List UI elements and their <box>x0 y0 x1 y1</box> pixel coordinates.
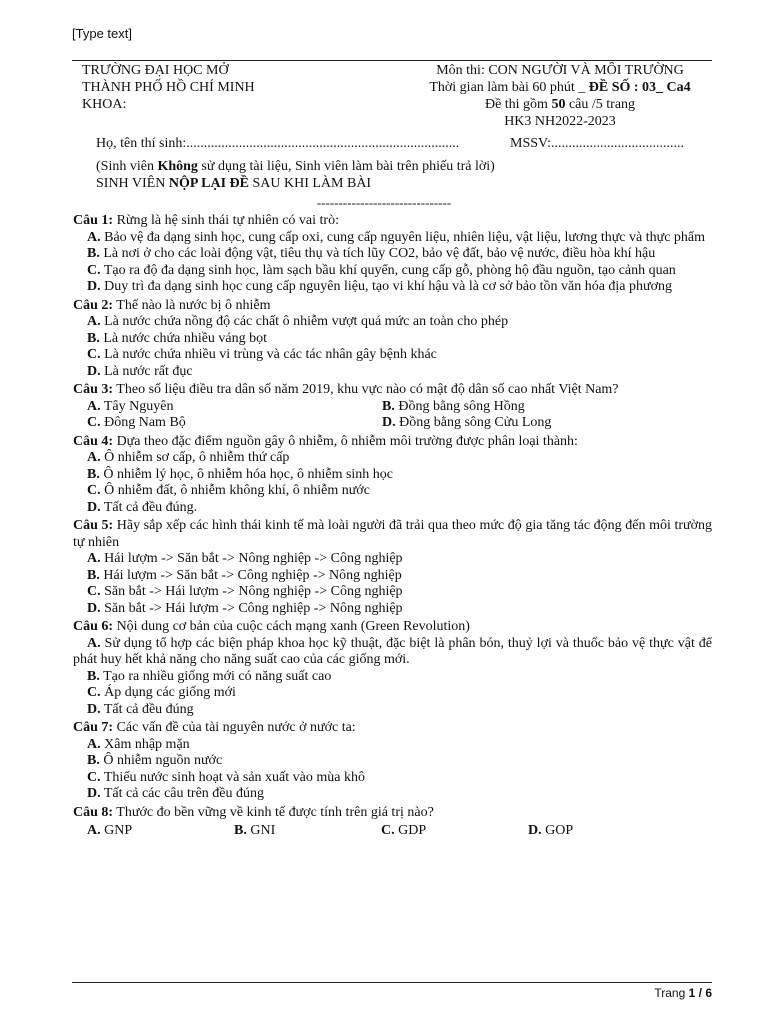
option-letter: C. <box>87 769 101 785</box>
option-text: Săn bắt -> Hái lượm -> Nông nghiệp -> Công nghiệp <box>100 584 403 599</box>
question-label: Câu 1: <box>73 213 114 228</box>
option-text: Duy trì đa dạng sinh học cung cấp nguyên liệu, tạo vi khí hậu và là cơ sở bảo tồn văn hóa địa phương <box>100 279 673 294</box>
option-d <box>73 702 712 719</box>
option-text: Hái lượm -> Săn bắt -> Nông nghiệp -> Công nghiệp <box>100 551 403 566</box>
option-grid <box>73 823 712 840</box>
option-text: Là nước chứa nhiều vi trùng và các tác nhân gây bệnh khác <box>100 347 437 362</box>
option-letter: B. <box>87 567 100 583</box>
option-letter: A. <box>87 551 101 566</box>
option-a <box>73 551 712 568</box>
option-letter: A. <box>87 314 101 329</box>
question-list <box>73 213 712 842</box>
note-emphasis: Không <box>157 159 198 174</box>
student-name-field: Họ, tên thí sinh:.............................................................................. <box>96 136 460 151</box>
option-letter: D. <box>87 600 101 616</box>
instructions <box>96 158 495 192</box>
option-d <box>382 415 712 432</box>
option-text: GOP <box>541 823 574 838</box>
option-text: Bảo vệ đa dạng sinh học, cung cấp oxi, cung cấp nguyên liệu, nhiên liệu, vật liệu, lương thực và thực phẩm <box>100 229 706 245</box>
option-letter: B. <box>87 466 100 482</box>
option-d <box>73 500 712 517</box>
option-c <box>73 483 712 500</box>
option-letter: A. <box>87 398 101 414</box>
student-id-field: MSSV:...................................... <box>510 136 684 151</box>
question-text: Hãy sắp xếp các hình thái kinh tế mà loài người đã trải qua theo mức độ gia tăng tác động đến môi trường tự nhiên <box>73 518 712 550</box>
option-letter: C. <box>87 262 101 278</box>
option-text: Đông Nam Bộ <box>100 415 186 430</box>
option-letter: C. <box>87 685 101 700</box>
option-b <box>73 669 712 686</box>
option-b <box>73 467 712 484</box>
option-text: Sử dụng tổ hợp các biện pháp khoa học kỹ thuật, đặc biệt là phân bón, thuỷ lợi và thuốc bảo vệ thực vật để phát huy hết khả năng cho năng suất cao của các giống mới. <box>73 635 712 667</box>
question-5 <box>73 518 712 617</box>
exam-term: HK3 NH2022-2023 <box>504 114 616 129</box>
page-number <box>654 986 712 1000</box>
option-letter: D. <box>87 786 101 801</box>
option-c <box>381 823 528 840</box>
exam-subject: Môn thi: CON NGƯỜI VÀ MÔI TRƯỜNG <box>436 63 684 78</box>
question-4 <box>73 434 712 517</box>
option-a <box>73 737 712 754</box>
note-text: SINH VIÊN <box>96 176 169 191</box>
option-text: Ô nhiễm đất, ô nhiễm không khí, ô nhiễm nước <box>100 483 370 498</box>
option-text: Là nước chứa nhiều váng bọt <box>99 330 268 346</box>
faculty-label: KHOA: <box>82 97 127 112</box>
option-grid <box>73 399 712 432</box>
question-label: Câu 7: <box>73 720 114 735</box>
question-text: Dựa theo đặc điểm nguồn gây ô nhiễm, ô nhiễm môi trường được phân loại thành: <box>113 433 578 449</box>
option-d <box>528 823 712 840</box>
option-text: Ô nhiễm nguồn nước <box>99 753 223 768</box>
note-text: SAU KHI LÀM BÀI <box>248 176 372 191</box>
option-letter: B. <box>87 668 100 684</box>
option-text: Áp dụng các giống mới <box>100 685 236 700</box>
exam-pages-line <box>400 96 720 113</box>
option-c <box>73 770 712 787</box>
option-text: Hái lượm -> Săn bắt -> Công nghiệp -> Nông nghiệp <box>99 567 402 583</box>
option-letter: B. <box>87 330 100 346</box>
option-a <box>87 399 382 416</box>
option-d <box>73 364 712 381</box>
note-emphasis: NỘP LẠI ĐỀ <box>168 176 249 191</box>
page-label: Trang <box>654 986 689 1000</box>
option-letter: A. <box>87 823 101 838</box>
option-text: Săn bắt -> Hái lượm -> Công nghiệp -> Nông nghiệp <box>100 600 403 616</box>
option-letter: B. <box>234 823 247 838</box>
top-note: [Type text] <box>72 26 132 41</box>
option-letter: D. <box>87 701 101 717</box>
option-letter: A. <box>87 229 101 245</box>
question-text: Theo số liệu điều tra dân số năm 2019, khu vực nào có mật độ dân số cao nhất Việt Nam? <box>113 382 619 397</box>
option-c <box>73 584 712 601</box>
school-name-line1: TRƯỜNG ĐẠI HỌC MỞ <box>82 63 229 78</box>
option-text: Là nước chứa nồng độ các chất ô nhiễm vượt quá mức an toàn cho phép <box>100 314 509 329</box>
option-text: Ô nhiễm lý học, ô nhiễm hóa học, ô nhiễm sinh học <box>99 466 394 482</box>
option-d <box>73 279 712 296</box>
option-text: Là nơi ở cho các loài động vật, tiêu thụ và tích lũy CO2, bảo vệ đất, bảo vệ nước, điều hòa khí hậu <box>99 246 656 261</box>
option-letter: C. <box>87 347 101 362</box>
exam-time-line <box>400 79 720 96</box>
option-text: Tạo ra độ đa dạng sinh học, làm sạch bầu khí quyển, cung cấp gỗ, phòng hộ đầu nguồn, tạo cảnh quan <box>100 262 676 278</box>
option-letter: B. <box>87 246 100 261</box>
question-text: Thế nào là nước bị ô nhiễm <box>113 297 271 313</box>
question-3 <box>73 382 712 432</box>
option-b <box>234 823 381 840</box>
footer-rule <box>72 982 712 983</box>
option-text: Tất cả đều đúng. <box>100 499 198 515</box>
option-a <box>73 230 712 247</box>
instruction-line2 <box>96 175 495 192</box>
option-text: Tất cả các câu trên đều đúng <box>100 786 265 801</box>
school-block <box>82 62 255 113</box>
separator: ------------------------------- <box>316 195 452 210</box>
question-text: Thước đo bền vững về kinh tế được tính trên giá trị nào? <box>113 804 434 820</box>
question-label: Câu 6: <box>73 619 114 634</box>
question-label: Câu 8: <box>73 804 114 820</box>
option-letter: C. <box>87 483 101 498</box>
option-b <box>73 753 712 770</box>
option-letter: D. <box>87 499 101 515</box>
pages-suffix: câu /5 trang <box>565 97 636 112</box>
question-label: Câu 4: <box>73 433 114 449</box>
exam-info-block <box>400 62 720 130</box>
question-7 <box>73 720 712 803</box>
option-c <box>73 685 712 702</box>
option-letter: C. <box>87 584 101 599</box>
option-letter: A. <box>87 736 101 752</box>
option-a <box>73 636 712 669</box>
option-a <box>87 823 234 840</box>
question-text: Rừng là hệ sinh thái tự nhiên có vai trò: <box>113 213 339 228</box>
option-letter: B. <box>382 398 395 414</box>
option-text: Là nước rất đục <box>100 363 193 379</box>
option-text: Ô nhiễm sơ cấp, ô nhiễm thứ cấp <box>100 450 290 465</box>
note-text: (Sinh viên <box>96 159 158 174</box>
question-text: Nội dung cơ bản của cuộc cách mạng xanh (Green Revolution) <box>113 619 470 634</box>
option-text: Tây Nguyên <box>100 398 174 414</box>
school-name-line2: THÀNH PHỐ HỒ CHÍ MINH <box>82 80 255 95</box>
option-letter: C. <box>87 415 101 430</box>
total-pages: 6 <box>705 986 712 1000</box>
pages-prefix: Đề thi gồm <box>484 97 552 112</box>
option-c <box>73 263 712 280</box>
option-letter: A. <box>87 635 101 651</box>
option-d <box>73 786 712 803</box>
option-text: GDP <box>394 823 427 838</box>
page-separator: / <box>695 986 706 1000</box>
header-rule <box>72 60 712 61</box>
option-b <box>73 246 712 263</box>
question-label: Câu 2: <box>73 297 114 313</box>
option-a <box>73 314 712 331</box>
option-text: Đồng bằng sông Hồng <box>394 398 525 414</box>
option-a <box>73 450 712 467</box>
option-text: Xâm nhập mặn <box>100 736 190 752</box>
option-c <box>87 415 382 432</box>
option-text: GNI <box>246 823 276 838</box>
option-letter: A. <box>87 450 101 465</box>
option-d <box>73 601 712 618</box>
question-text: Các vấn đề của tài nguyên nước ở nước ta: <box>113 720 356 735</box>
question-2 <box>73 298 712 381</box>
option-b <box>73 568 712 585</box>
instruction-line1 <box>96 158 495 175</box>
option-letter: D. <box>382 415 396 430</box>
question-count: 50 <box>551 97 566 112</box>
exam-code: ĐỀ SỐ : 03_ Ca4 <box>588 80 691 95</box>
question-label: Câu 5: <box>73 518 114 533</box>
option-letter: D. <box>87 363 101 379</box>
question-8 <box>73 805 712 840</box>
option-letter: D. <box>87 279 101 294</box>
question-label: Câu 3: <box>73 382 114 397</box>
exam-time: Thời gian làm bài 60 phút _ <box>429 80 589 95</box>
option-c <box>73 347 712 364</box>
option-text: Tất cả đều đúng <box>100 701 194 717</box>
option-letter: C. <box>381 823 395 838</box>
current-page: 1 <box>688 986 696 1000</box>
question-1 <box>73 213 712 296</box>
option-text: GNP <box>100 823 133 838</box>
option-b <box>382 399 712 416</box>
option-letter: B. <box>87 753 100 768</box>
option-b <box>73 331 712 348</box>
note-text: sử dụng tài liệu, Sinh viên làm bài trên phiếu trả lời) <box>197 159 495 174</box>
question-6 <box>73 619 712 718</box>
option-text: Thiếu nước sinh hoạt và sản xuất vào mùa khô <box>100 769 365 785</box>
option-text: Đồng bằng sông Cửu Long <box>395 415 552 430</box>
option-letter: D. <box>528 823 542 838</box>
option-text: Tạo ra nhiều giống mới có năng suất cao <box>99 668 332 684</box>
